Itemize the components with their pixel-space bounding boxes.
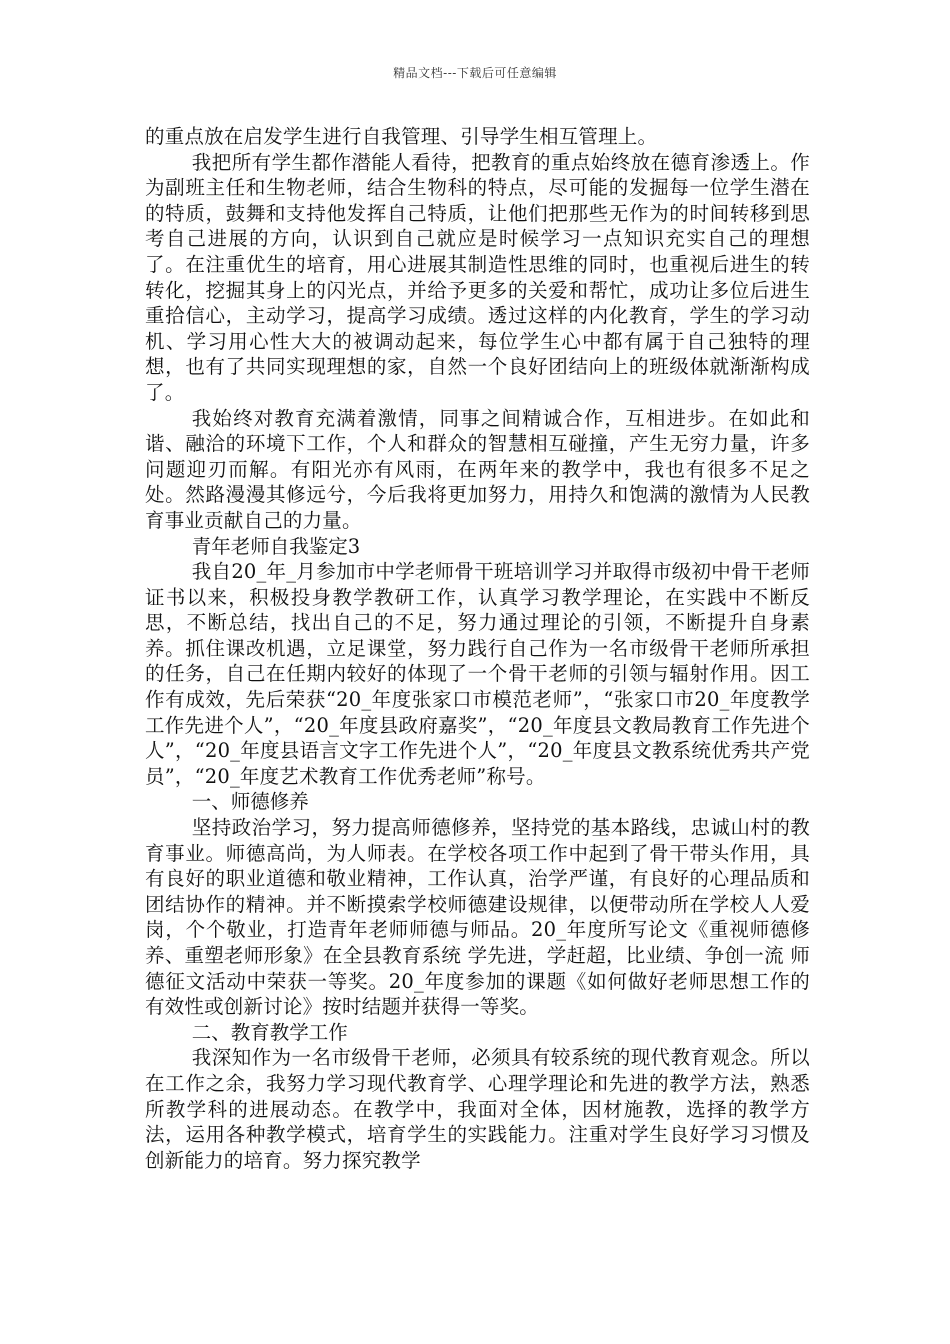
paragraph-6: 我深知作为一名市级骨干老师，必须具有较系统的现代教育观念。所以在工作之余，我努力学习现代教育学、心理学理论和先进的教学方法，熟悉所教学科的进展动态。在教学中，我面对全体，因材施教，选择的教学方法，运用各种教学模式，培育学生的实践能力。注重对学生良好学习习惯及创新能力的培育。努力探究教学: [145, 1046, 810, 1172]
page-header: 精品文档---下载后可任意编辑: [393, 66, 557, 80]
section-heading-ethics: 一、师德修养: [191, 790, 309, 814]
paragraph-4: 我自20_年_月参加市中学老师骨干班培训学习并取得市级初中骨干老师证书以来，积极投身教学教研工作，认真学习教学理论，在实践中不断反思，不断总结，找出自己的不足，努力通过理论的引领，不断提升自身素养。抓住课改机遇，立足课堂，努力践行自己作为一名市级骨干老师所承担的任务，自己在任期内较好的体现了一个骨干老师的引领与辐射作用。因工作有成效，先后荣获“20_年度张家口市模范老师”，“张家口市20_年度教学工作先进个人”，“20_年度县政府嘉奖”，“20_年度县文教局教育工作先进个人”，“20_年度县语言文字工作先进个人”，“20_年度县文教系统优秀共产党员”，“20_年度艺术教育工作优秀老师”称号。: [145, 560, 810, 788]
section-heading-teaching: 二、教育教学工作: [191, 1020, 348, 1044]
paragraph-1: 的重点放在启发学生进行自我管理、引导学生相互管理上。: [145, 125, 658, 148]
paragraph-5: 坚持政治学习，努力提高师德修养，坚持党的基本路线，忠诚山村的教育事业。师德高尚，为人师表。在学校各项工作中起到了骨干带头作用，具有良好的职业道德和敬业精神，工作认真，治学严谨，有良好的心理品质和团结协作的精神。并不断摸索学校师德建设规律，以便带动所在学校人人爱岗，个个敬业，打造青年老师师德与师品。20_年度所写论文《重视师德修养、重塑老师形象》在全县教育系统 学先进，学赶超，比业绩、争创一流 师德征文活动中荣获一等奖。20_年度参加的课题《如何做好老师思想工作的有效性或创新讨论》按时结题并获得一等奖。: [145, 816, 810, 1019]
document-body: [145, 124, 810, 1173]
section-title: 青年老师自我鉴定3: [191, 534, 361, 558]
paragraph-3: 我始终对教育充满着激情，同事之间精诚合作，互相进步。在如此和谐、融洽的环境下工作，个人和群众的智慧相互碰撞，产生无穷力量，许多问题迎刃而解。有阳光亦有风雨，在两年来的教学中，我也有很多不足之处。然路漫漫其修远兮，今后我将更加努力，用持久和饱满的激情为人民教育事业贡献自己的力量。: [145, 406, 810, 532]
paragraph-2: 我把所有学生都作潜能人看待，把教育的重点始终放在德育渗透上。作为副班主任和生物老师，结合生物科的特点，尽可能的发掘每一位学生潜在的特质，鼓舞和支持他发挥自己特质，让他们把那些无作为的时间转移到思考自己进展的方向，认识到自己就应是时候学习一点知识充实自己的理想了。在注重优生的培育，用心进展其制造性思维的同时，也重视后进生的转转化，挖掘其身上的闪光点，并给予更多的关爱和帮忙，成功让多位后进生重拾信心，主动学习，提高学习成绩。透过这样的内化教育，学生的学习动机、学习用心性大大的被调动起来，每位学生心中都有属于自己独特的理想，也有了共同实现理想的家，自然一个良好团结向上的班级体就渐渐构成了。: [145, 150, 810, 404]
